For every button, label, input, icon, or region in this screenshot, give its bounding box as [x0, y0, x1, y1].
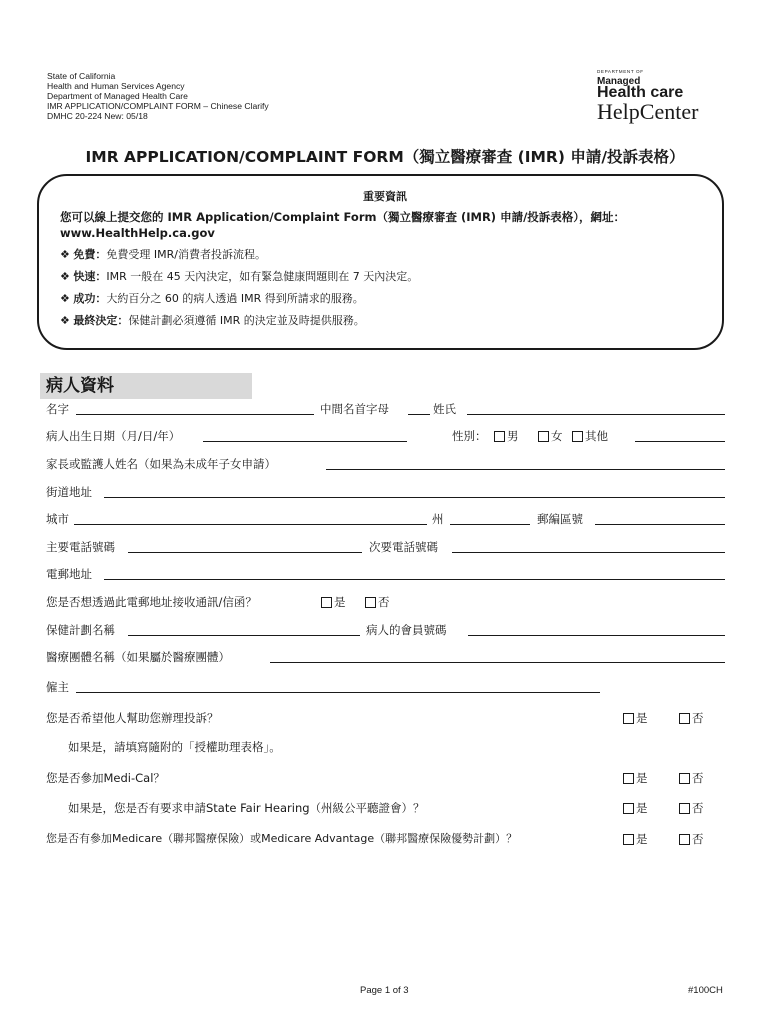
header-line-3: Department of Managed Health Care: [47, 91, 188, 101]
secondary-phone-field[interactable]: [452, 552, 725, 553]
gender-label: 性別：: [452, 429, 487, 443]
male-label: 男: [507, 429, 519, 443]
guardian-label: 家長或監護人姓名（如果為未成年子女申請）: [46, 457, 276, 471]
bullet-free-label: 免費：: [73, 248, 107, 261]
member-number-label: 病人的會員號碼: [366, 623, 447, 637]
guardian-field[interactable]: [326, 469, 725, 470]
primary-phone-field[interactable]: [128, 552, 362, 553]
form-title: IMR APPLICATION/COMPLAINT FORM（獨立醫療審查 (IMR) 申請/投訴表格）: [85, 148, 685, 166]
employer-label: 僱主: [46, 680, 69, 694]
yes-label: 是: [636, 711, 648, 725]
medicare-question-label: 您是否有參加Medicare（聯邦醫療保險）或Medicare Advantage（聯邦醫療保險優勢計劃）？: [46, 832, 518, 845]
medicare-yes-option[interactable]: [623, 832, 648, 846]
bullet-fast: [60, 269, 418, 284]
medical-yes-option[interactable]: [623, 771, 648, 785]
bullet-final: [60, 313, 365, 328]
help-followup-text: 如果是，請填寫隨附的「授權助理表格」。: [68, 740, 281, 754]
medical-group-label: 醫療團體名稱（如果屬於醫療團體）: [46, 650, 230, 664]
help-no-checkbox[interactable]: [679, 713, 690, 724]
yes-label: 是: [636, 832, 648, 846]
email-consent-yes-checkbox[interactable]: [321, 597, 332, 608]
diamond-bullet-icon: ❖: [60, 248, 70, 261]
form-code: #100CH: [688, 985, 723, 996]
diamond-bullet-icon: ❖: [60, 314, 70, 327]
help-yes-checkbox[interactable]: [623, 713, 634, 724]
gender-other-field[interactable]: [635, 441, 725, 442]
medical-question-label: 您是否參加Medi-Cal？: [46, 771, 165, 785]
medical-yes-checkbox[interactable]: [623, 773, 634, 784]
no-label: 否: [692, 711, 704, 725]
first-name-field[interactable]: [76, 414, 314, 415]
zip-field[interactable]: [595, 524, 725, 525]
no-label: 否: [692, 832, 704, 846]
fair-hearing-question-label: 如果是，您是否有要求申請State Fair Hearing（州級公平聽證會）？: [68, 801, 425, 815]
email-consent-no-checkbox[interactable]: [365, 597, 376, 608]
zip-label: 郵編區號: [537, 512, 583, 526]
city-field[interactable]: [74, 524, 427, 525]
first-name-label: 名字: [46, 402, 69, 416]
logo-helpcenter-text: HelpCenter: [597, 99, 699, 124]
dob-field[interactable]: [203, 441, 407, 442]
email-consent-yes-option[interactable]: [321, 595, 346, 609]
header-line-5: DMHC 20-224 New: 05/18: [47, 111, 148, 121]
medicare-yes-checkbox[interactable]: [623, 834, 634, 845]
page-number: Page 1 of 3: [360, 985, 409, 996]
medical-no-option[interactable]: [679, 771, 704, 785]
logo-care-text: care: [650, 84, 684, 101]
bullet-success-label: 成功：: [73, 292, 107, 305]
email-field[interactable]: [104, 579, 725, 580]
other-label: 其他: [585, 429, 608, 443]
male-checkbox[interactable]: [494, 431, 505, 442]
member-number-field[interactable]: [468, 635, 725, 636]
city-label: 城市: [46, 512, 69, 526]
last-name-label: 姓氏: [433, 402, 456, 416]
medical-group-field[interactable]: [270, 662, 725, 663]
plan-name-label: 保健計劃名稱: [46, 623, 115, 637]
section-title: 病人資料: [46, 376, 114, 396]
medicare-no-checkbox[interactable]: [679, 834, 690, 845]
no-label: 否: [692, 771, 704, 785]
important-info-heading: 重要資訊: [363, 190, 407, 203]
bullet-free-text: 免費受理 IMR/消費者投訴流程。: [106, 248, 266, 261]
middle-initial-label: 中間名首字母: [320, 402, 389, 416]
female-label: 女: [551, 429, 563, 443]
header-line-1: State of California: [47, 71, 116, 81]
female-checkbox[interactable]: [538, 431, 549, 442]
yes-label: 是: [636, 801, 648, 815]
header-line-2: Health and Human Services Agency: [47, 81, 185, 91]
bullet-fast-label: 快速：: [73, 270, 107, 283]
email-label: 電郵地址: [46, 567, 92, 581]
street-label: 街道地址: [46, 485, 92, 499]
bullet-success: [60, 291, 364, 306]
help-question-label: 您是否希望他人幫助您辦理投訴？: [46, 711, 219, 725]
bullet-fast-text: IMR 一般在 45 天內決定，如有緊急健康問題則在 7 天內決定。: [106, 270, 419, 283]
logo-department-text: DEPARTMENT OF: [597, 69, 644, 74]
secondary-phone-label: 次要電話號碼: [369, 540, 438, 554]
plan-name-field[interactable]: [128, 635, 360, 636]
no-label: 否: [692, 801, 704, 815]
last-name-field[interactable]: [467, 414, 725, 415]
medical-no-checkbox[interactable]: [679, 773, 690, 784]
gender-female-option[interactable]: [538, 429, 563, 443]
middle-initial-field[interactable]: [408, 414, 430, 415]
email-consent-no-option[interactable]: [365, 595, 390, 609]
dob-label: 病人出生日期（月/日/年）: [46, 429, 181, 443]
fair-hearing-yes-checkbox[interactable]: [623, 803, 634, 814]
website-link[interactable]: www.HealthHelp.ca.gov: [60, 226, 215, 240]
primary-phone-label: 主要電話號碼: [46, 540, 115, 554]
bullet-final-label: 最終決定：: [73, 314, 129, 327]
logo-managed-text: Managed: [597, 76, 641, 87]
fair-hearing-no-checkbox[interactable]: [679, 803, 690, 814]
yes-label: 是: [334, 595, 346, 609]
employer-field[interactable]: [76, 692, 600, 693]
gender-male-option[interactable]: [494, 429, 519, 443]
diamond-bullet-icon: ❖: [60, 270, 70, 283]
state-field[interactable]: [450, 524, 530, 525]
bullet-free: [60, 247, 266, 262]
bullet-success-text: 大約百分之 60 的病人透過 IMR 得到所請求的服務。: [106, 292, 364, 305]
street-field[interactable]: [104, 497, 725, 498]
other-checkbox[interactable]: [572, 431, 583, 442]
help-no-option[interactable]: [679, 711, 704, 725]
bullet-final-text: 保健計劃必須遵循 IMR 的決定並及時提供服務。: [128, 314, 365, 327]
yes-label: 是: [636, 771, 648, 785]
email-consent-label: 您是否想透過此電郵地址接收通訊/信函？: [46, 595, 257, 609]
header-line-4: IMR APPLICATION/COMPLAINT FORM – Chinese Clarify: [47, 101, 269, 111]
state-label: 州: [432, 512, 444, 526]
logo-health-text: Health: [597, 84, 646, 101]
no-label: 否: [378, 595, 390, 609]
diamond-bullet-icon: ❖: [60, 292, 70, 305]
help-yes-option[interactable]: [623, 711, 648, 725]
fair-hearing-no-option[interactable]: [679, 801, 704, 815]
fair-hearing-yes-option[interactable]: [623, 801, 648, 815]
medicare-no-option[interactable]: [679, 832, 704, 846]
gender-other-option[interactable]: [572, 429, 608, 443]
online-submit-text: 您可以線上提交您的 IMR Application/Complaint Form（獨立醫療審查 (IMR) 申請/投訴表格），網址：: [60, 210, 626, 224]
